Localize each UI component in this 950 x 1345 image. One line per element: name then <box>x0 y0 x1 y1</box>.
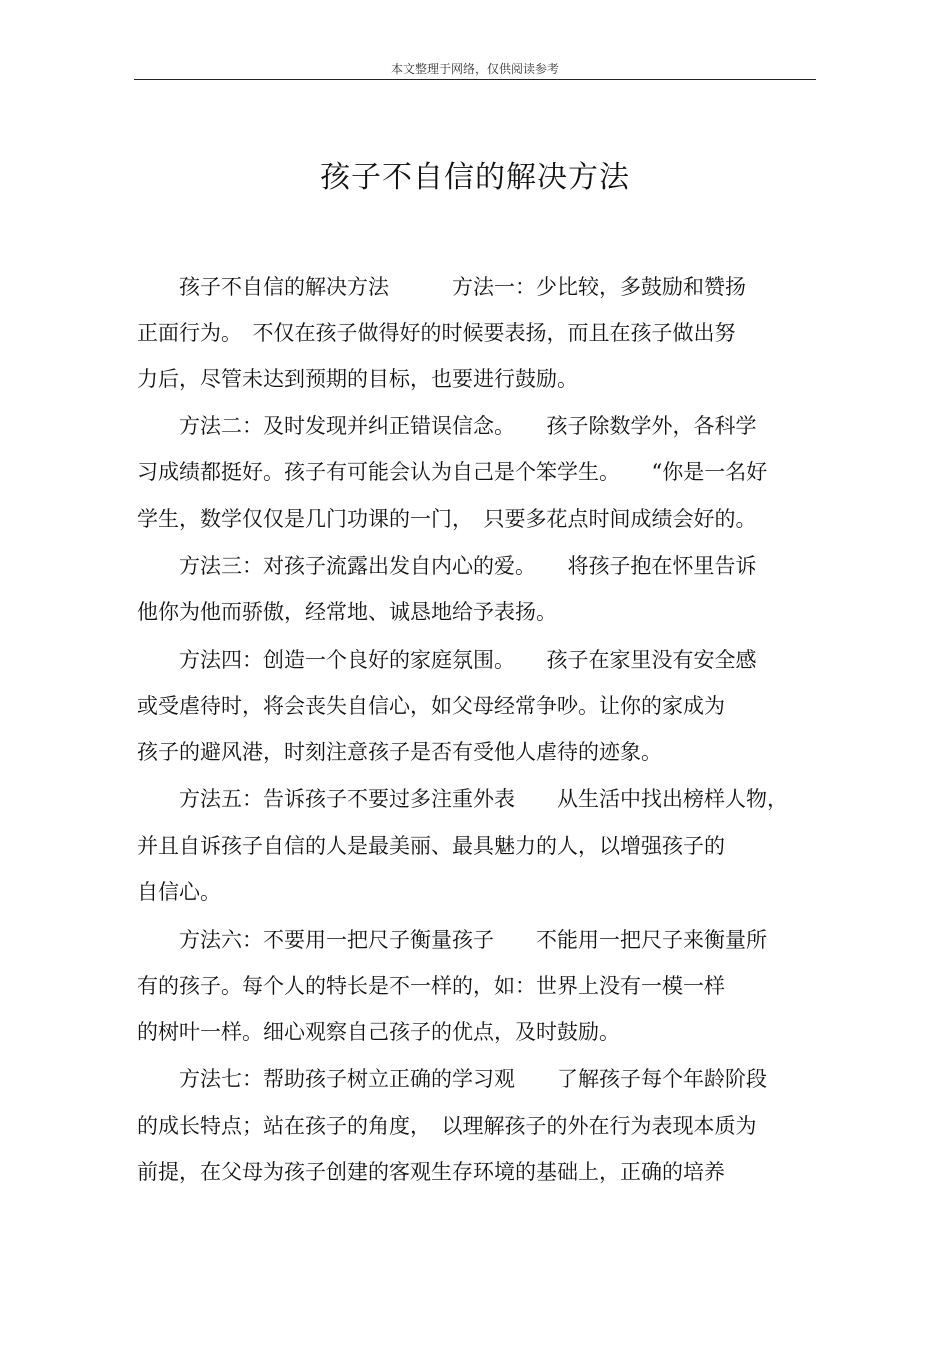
body-line: 正面行为。 不仅在孩子做得好的时候要表扬，而且在孩子做出努 <box>137 321 736 345</box>
body-line: 自信心。 <box>137 880 221 904</box>
body-line: 的成长特点；站在孩子的角度， 以理解孩子的外在行为表现本质为 <box>137 1114 757 1138</box>
body-line: 方法七：帮助孩子树立正确的学习观 了解孩子每个年龄阶段 <box>137 1067 767 1091</box>
page-header-note: 本文整理于网络，仅供阅读参考 <box>390 62 559 76</box>
header-divider <box>134 79 816 80</box>
body-line: 的树叶一样。细心观察自己孩子的优点，及时鼓励。 <box>137 1020 620 1044</box>
body-line: 方法四：创造一个良好的家庭氛围。 孩子在家里没有安全感 <box>137 648 757 672</box>
body-line: 孩子不自信的解决方法 方法一：少比较，多鼓励和赞扬 <box>137 275 746 299</box>
body-line: 孩子的避风港，时刻注意孩子是否有受他人虐待的迹象。 <box>137 740 662 764</box>
body-line: 方法二：及时发现并纠正错误信念。 孩子除数学外，各科学 <box>137 414 757 438</box>
body-line: 他你为他而骄傲，经常地、诚恳地给予表扬。 <box>137 600 557 624</box>
body-line: 前提，在父母为孩子创建的客观生存环境的基础上，正确的培养 <box>137 1160 725 1184</box>
body-line: 力后，尽管未达到预期的目标，也要进行鼓励。 <box>137 367 578 391</box>
body-line: 并且自诉孩子自信的人是最美丽、最具魅力的人，以增强孩子的 <box>137 834 725 858</box>
body-line: 方法六：不要用一把尺子衡量孩子 不能用一把尺子来衡量所 <box>137 928 767 952</box>
body-line: 方法三：对孩子流露出发自内心的爱。 将孩子抱在怀里告诉 <box>137 554 757 578</box>
body-line: 学生，数学仅仅是几门功课的一门， 只要多花点时间成绩会好的。 <box>137 507 757 531</box>
body-line: 或受虐待时，将会丧失自信心，如父母经常争吵。让你的家成为 <box>137 694 725 718</box>
document-title: 孩子不自信的解决方法 <box>320 160 630 195</box>
body-line: 有的孩子。每个人的特长是不一样的，如：世界上没有一模一样 <box>137 974 725 998</box>
body-line: 方法五：告诉孩子不要过多注重外表 从生活中找出榜样人物， <box>137 787 788 811</box>
body-line: 习成绩都挺好。孩子有可能会认为自己是个笨学生。 “你是一名好 <box>137 460 768 484</box>
